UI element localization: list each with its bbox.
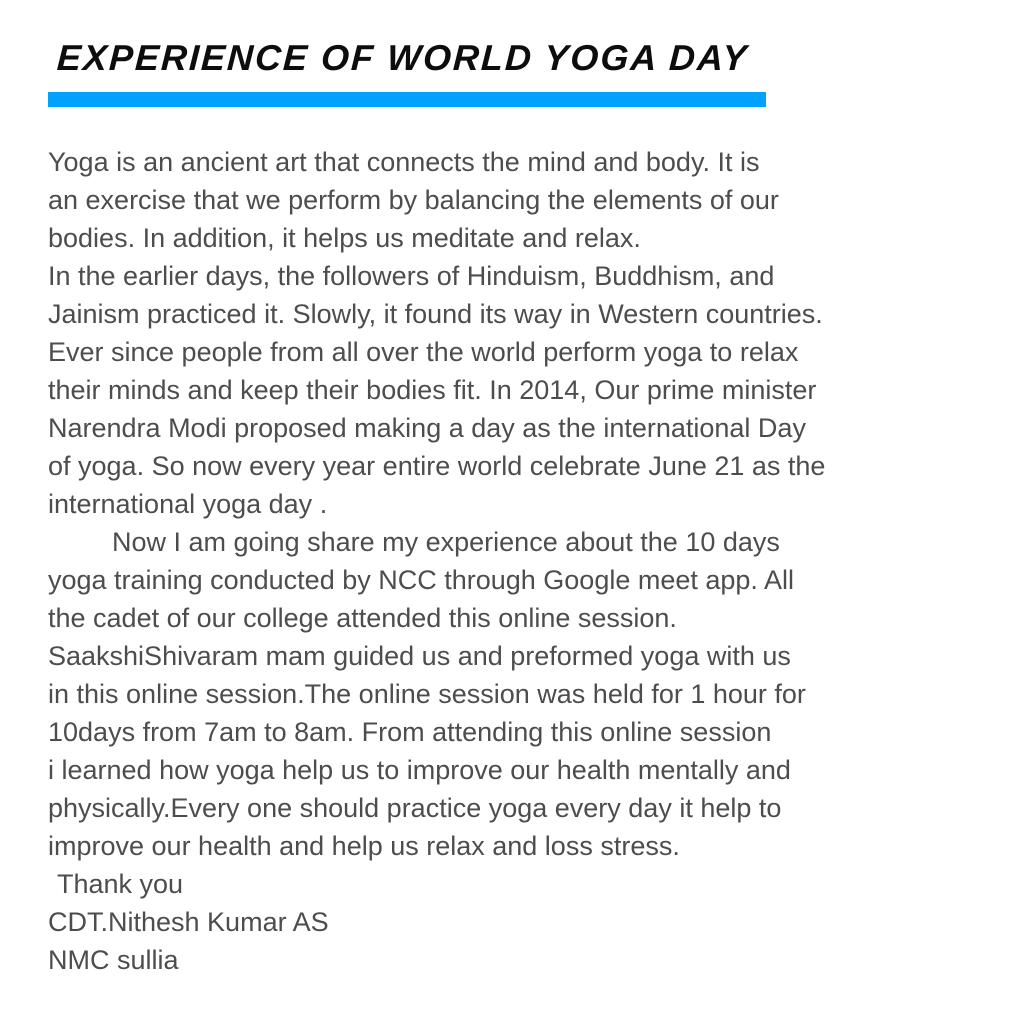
- essay-line: CDT.Nithesh Kumar AS: [48, 907, 329, 937]
- essay-line: the cadet of our college attended this online session.: [48, 603, 677, 633]
- title-underline: [48, 92, 766, 107]
- essay-line: NMC sullia: [48, 945, 179, 975]
- essay-line: improve our health and help us relax and loss stress.: [48, 831, 680, 861]
- essay-line: In the earlier days, the followers of Hinduism, Buddhism, and: [48, 261, 775, 291]
- essay-body: [48, 143, 998, 979]
- essay-line: SaakshiShivaram mam guided us and preformed yoga with us: [48, 641, 791, 671]
- essay-line: Now I am going share my experience about the 10 days: [112, 527, 780, 557]
- essay-line: 10days from 7am to 8am. From attending this online session: [48, 717, 772, 747]
- essay-line: bodies. In addition, it helps us meditate and relax.: [48, 223, 641, 253]
- essay-line: i learned how yoga help us to improve our health mentally and: [48, 755, 791, 785]
- essay-line: in this online session.The online session was held for 1 hour for: [48, 679, 806, 709]
- essay-line: their minds and keep their bodies fit. In 2014, Our prime minister: [48, 375, 817, 405]
- essay-line: international yoga day .: [48, 489, 328, 519]
- essay-line: of yoga. So now every year entire world celebrate June 21 as the: [48, 451, 826, 481]
- essay-line: Jainism practiced it. Slowly, it found its way in Western countries.: [48, 299, 823, 329]
- essay-line: Ever since people from all over the world perform yoga to relax: [48, 337, 799, 367]
- essay-line: an exercise that we perform by balancing the elements of our: [48, 185, 779, 215]
- essay-line: Thank you: [57, 869, 184, 899]
- essay-line: physically.Every one should practice yoga every day it help to: [48, 793, 782, 823]
- essay-line: Yoga is an ancient art that connects the mind and body. It is: [48, 147, 760, 177]
- essay-line: Narendra Modi proposed making a day as the international Day: [48, 413, 806, 443]
- page-title: EXPERIENCE OF WORLD YOGA DAY: [56, 37, 750, 78]
- essay-line: yoga training conducted by NCC through Google meet app. All: [48, 565, 794, 595]
